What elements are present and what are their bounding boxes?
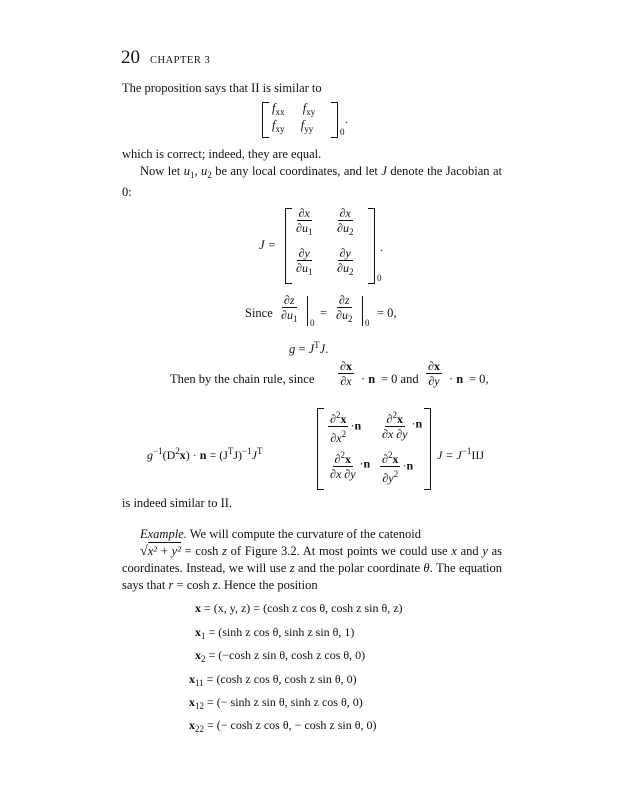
big-entry-11: $\frac{\partial^2x}{\partial x^2}$ ·n — [330, 410, 362, 445]
chapter-title: CHAPTER 3 — [150, 55, 211, 66]
since-equals: = — [320, 306, 328, 320]
jacobian-left-bracket — [285, 208, 292, 284]
jacobian-entry-22: $\frac{\partial y}{\partial u_2}$ — [337, 246, 354, 277]
jacobian-entry-21: $\frac{\partial y}{\partial u_1}$ — [296, 246, 313, 277]
since-word: Since — [245, 306, 273, 320]
page-header — [121, 47, 210, 69]
vector-x2: $x_2 = (-\cosh$ z sin θ, cosh z cos θ, 0) — [195, 648, 366, 664]
chain-rule-text: Then by the chain rule, since — [170, 372, 315, 386]
paragraph-2: which is correct; indeed, they are equal. — [122, 147, 322, 161]
vector-x11: $x_{11} = (\cosh$ z cos θ, cosh z sin θ, 0) — [189, 672, 357, 688]
matrix-right-bracket — [331, 102, 338, 138]
big-entry-22: $\frac{\partial^2x}{\partial y^2}$ ·n — [382, 450, 414, 485]
jacobian-period: . — [380, 240, 383, 254]
big-entry-12: $\frac{\partial^2x}{\partial x \partial y}$ ·n — [382, 410, 423, 441]
jacobian-lhs: J = — [259, 238, 277, 252]
eval-bar-2 — [362, 296, 363, 326]
since-equals-zero: = 0, — [377, 306, 397, 320]
chain-dot-n-2: · n — [449, 372, 464, 386]
page-number: 20 — [121, 47, 140, 68]
vector-x1: $x_1 = (\sinh$ z cos θ, sinh z sin θ, 1) — [195, 625, 355, 641]
example-paragraph: Example. We will compute the curvature of the catenoid √x² + y² = cosh z of Figure 3.2. At most points we could use x and y as coordinates. Instead, we will use z and the polar coordinate θ. The equation says that r = cosh z. Hence the position — [122, 527, 502, 592]
since-frac-2: $\frac{\partial z}{\partial u_2}$ — [336, 293, 353, 324]
chain-dot-n-1: · n — [361, 372, 376, 386]
example-label: Example. — [140, 527, 187, 541]
jacobian-entry-12: $\frac{\partial x}{\partial u_2}$ — [337, 206, 354, 237]
vector-x12: $x_{12}$ = (− sinh z sin θ, sinh z cos θ, 0) — [189, 695, 363, 711]
big-eq-lhs: $g^{-1}(D^2x) \cdot n = (J^TJ)^{-1}J^T$ — [147, 446, 263, 462]
chain-frac-y: $\frac{\partial x}{\partial y}$ — [428, 359, 440, 388]
chain-eq0-and: = 0 and — [381, 372, 419, 386]
big-eq-rhs: $J = J^{-1}IIJ$ — [437, 446, 484, 462]
matrix-eval-point: 0 — [340, 127, 345, 137]
jacobian-right-bracket — [368, 208, 375, 284]
paragraph-3: Now let $u_1$, $u_2$ be any local coordinates, and let J denote the Jacobian at 0: — [122, 164, 502, 199]
big-left-bracket — [317, 408, 324, 490]
since-frac-1: $\frac{\partial z}{\partial u_1}$ — [281, 293, 298, 324]
matrix-row-2: $f_{xy}$ $f_{yy}$ — [272, 118, 314, 134]
vector-x: x = (x, y, z) = (cosh z cos θ, cosh z sin θ, z) — [195, 601, 403, 615]
big-entry-21: $\frac{\partial^2x}{\partial x \partial y}$ ·n — [330, 450, 371, 481]
matrix-period: . — [345, 112, 348, 126]
jacobian-entry-11: $\frac{\partial x}{\partial u_1}$ — [296, 206, 313, 237]
jacobian-eval-point: 0 — [377, 273, 382, 283]
since-sub-1: 0 — [310, 318, 315, 328]
metric-equation: $g = J^TJ$. — [289, 340, 329, 356]
eval-bar-1 — [307, 296, 308, 326]
paragraph-1: The proposition says that II is similar to — [122, 81, 322, 95]
chain-eq0: = 0, — [469, 372, 489, 386]
matrix-left-bracket — [262, 102, 269, 138]
chain-frac-x: $\frac{\partial x}{\partial x}$ — [340, 359, 352, 388]
since-sub-2: 0 — [365, 318, 370, 328]
big-right-bracket — [424, 408, 431, 490]
sqrt-expression: √x² + y² — [140, 543, 181, 559]
paragraph-4: is indeed similar to II. — [122, 496, 233, 510]
matrix-row-1: $f_{xx}$ $f_{xy}$ — [272, 101, 316, 117]
vector-x22: $x_{22}$ = (− cosh z cos θ, − cosh z sin θ, 0) — [189, 718, 377, 734]
